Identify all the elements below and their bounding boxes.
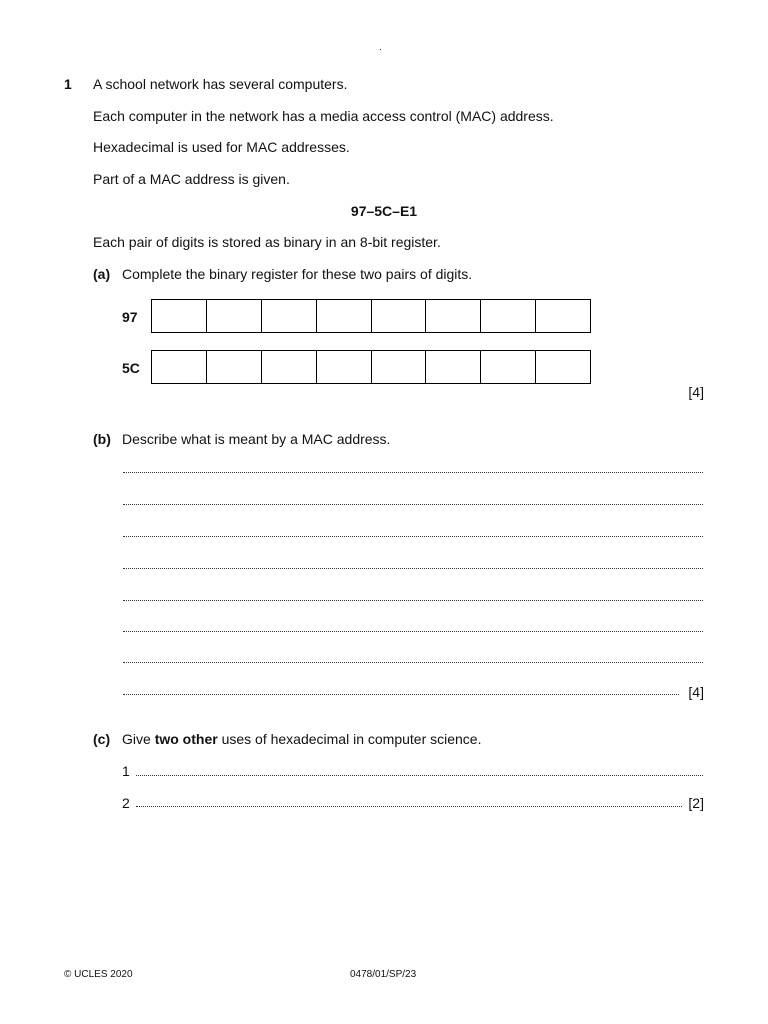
register-97-label: 97	[122, 309, 138, 325]
part-b-label: (b)	[93, 431, 111, 447]
register-97-bit-cell[interactable]	[426, 300, 481, 332]
part-b-marks: [4]	[688, 684, 704, 700]
register-97	[151, 299, 591, 333]
part-a-text: Complete the binary register for these two pairs of digits.	[122, 266, 473, 282]
part-c-line-1-label: 1	[122, 763, 130, 779]
mac-fragment: 97–5C–E1	[350, 203, 418, 219]
answer-line[interactable]	[123, 472, 703, 473]
storage-note: Each pair of digits is stored as binary in an 8-bit register.	[93, 234, 441, 250]
answer-line[interactable]	[136, 806, 682, 807]
footer-code: 0478/01/SP/23	[350, 969, 417, 980]
part-c-marks: [2]	[688, 795, 704, 811]
part-a-label: (a)	[93, 266, 111, 282]
answer-line[interactable]	[123, 568, 703, 569]
answer-line[interactable]	[123, 536, 703, 537]
footer-copyright: © UCLES 2020	[64, 969, 133, 980]
part-c-line-2-label: 2	[122, 795, 130, 811]
register-5c-bit-cell[interactable]	[207, 351, 262, 383]
part-c-text-bold: two other	[154, 731, 218, 747]
register-5c-bit-cell[interactable]	[317, 351, 372, 383]
page-top-mark: .	[379, 42, 382, 53]
intro-line-2: Each computer in the network has a media access control (MAC) address.	[93, 108, 554, 124]
intro-line-1: A school network has several computers.	[93, 76, 348, 92]
intro-line-4: Part of a MAC address is given.	[93, 171, 290, 187]
answer-line[interactable]	[123, 631, 703, 632]
part-c-text-after: uses of hexadecimal in computer science.	[217, 731, 482, 747]
answer-line[interactable]	[123, 504, 703, 505]
register-97-bit-cell[interactable]	[372, 300, 427, 332]
question-number: 1	[64, 76, 72, 92]
intro-line-3: Hexadecimal is used for MAC addresses.	[93, 139, 350, 155]
answer-line[interactable]	[136, 775, 703, 776]
register-97-bit-cell[interactable]	[317, 300, 372, 332]
register-97-bit-cell[interactable]	[481, 300, 536, 332]
answer-line[interactable]	[123, 600, 703, 601]
register-5c-bit-cell[interactable]	[536, 351, 590, 383]
part-b-text: Describe what is meant by a MAC address.	[122, 431, 391, 447]
register-5c-bit-cell[interactable]	[152, 351, 207, 383]
register-97-bit-cell[interactable]	[536, 300, 590, 332]
register-5c	[151, 350, 591, 384]
register-5c-bit-cell[interactable]	[262, 351, 317, 383]
register-5c-label: 5C	[122, 360, 140, 376]
register-5c-bit-cell[interactable]	[372, 351, 427, 383]
register-97-bit-cell[interactable]	[262, 300, 317, 332]
register-97-bit-cell[interactable]	[152, 300, 207, 332]
register-5c-bit-cell[interactable]	[426, 351, 481, 383]
register-5c-bit-cell[interactable]	[481, 351, 536, 383]
part-c-text-before: Give	[122, 731, 155, 747]
part-c-label: (c)	[93, 731, 111, 747]
part-c-text	[122, 731, 482, 747]
part-a-marks: [4]	[688, 384, 704, 400]
answer-line[interactable]	[123, 694, 679, 695]
answer-line[interactable]	[123, 662, 703, 663]
register-97-bit-cell[interactable]	[207, 300, 262, 332]
